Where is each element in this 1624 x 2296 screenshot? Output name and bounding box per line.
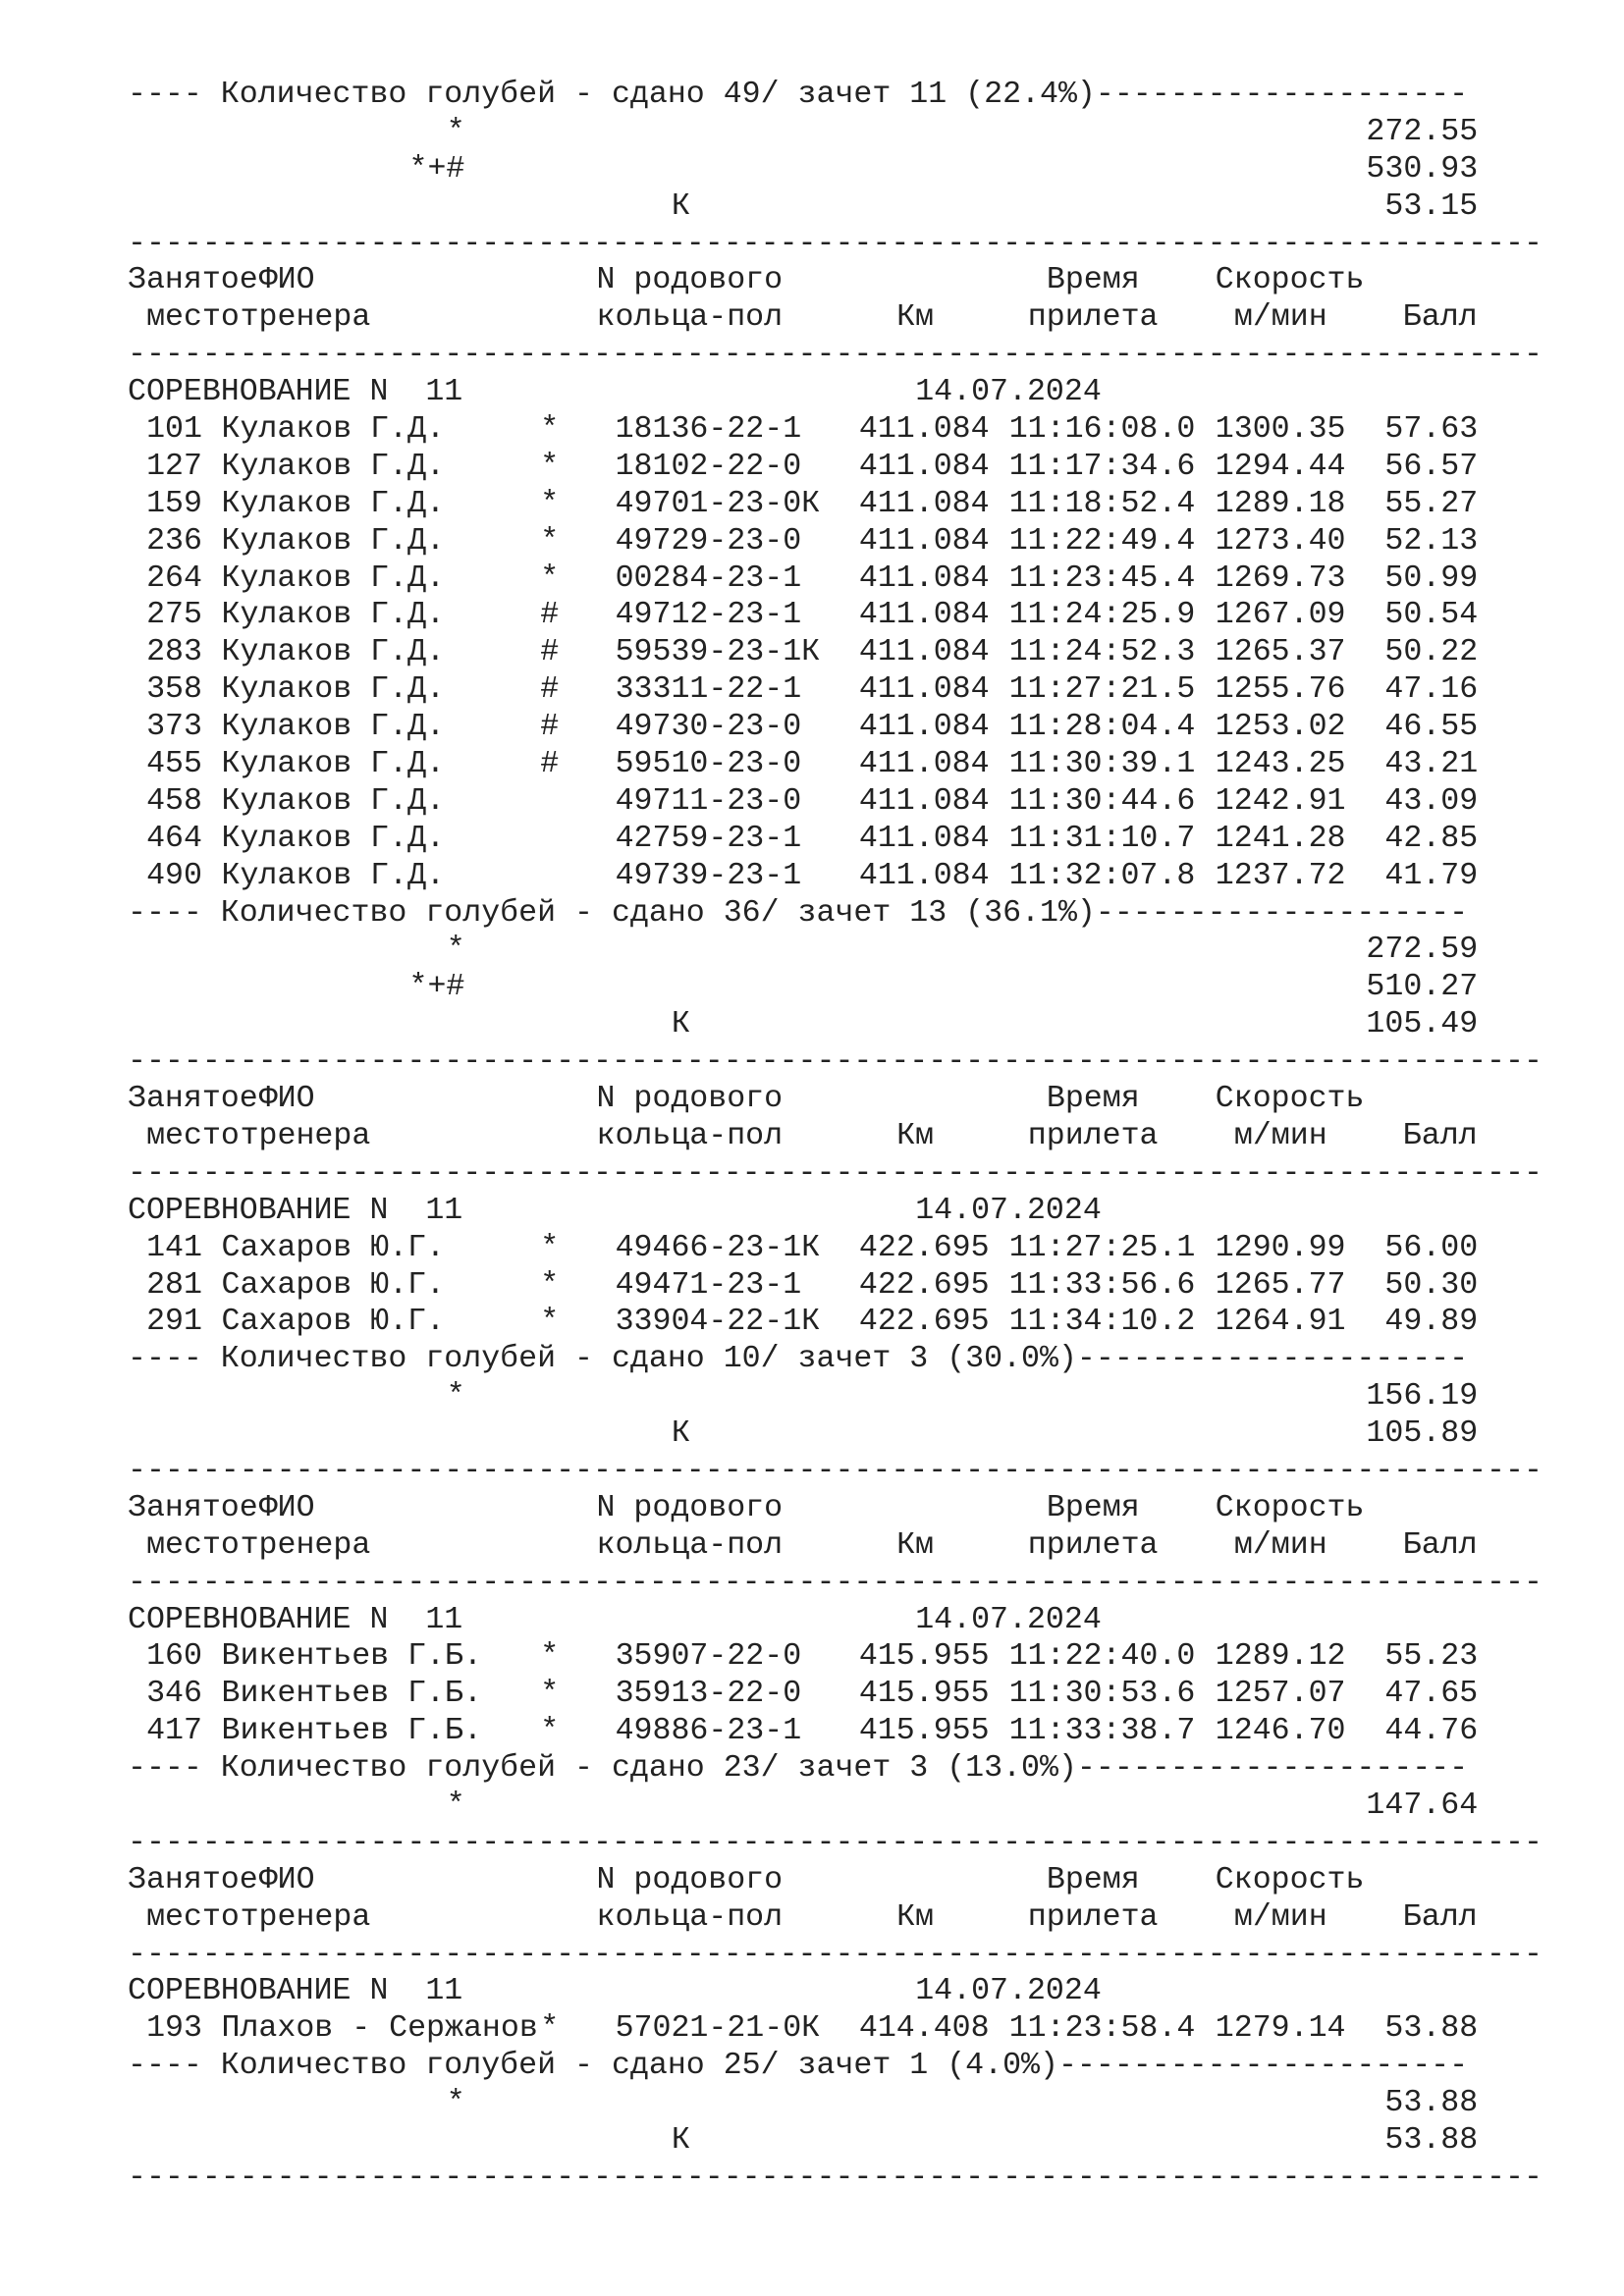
place-cell: 291 xyxy=(146,1305,202,1340)
column-header-row-1 xyxy=(128,262,1551,299)
place-cell: 283 xyxy=(146,635,202,670)
place-cell: 264 xyxy=(146,561,202,596)
competition-label: СОРЕВНОВАНИЕ N 11 xyxy=(128,1193,463,1228)
separator-line: ---------------------------------------------------------------------------- xyxy=(128,1453,1543,1488)
speed-cell: 1289.18 xyxy=(1215,486,1346,521)
flag-cell: * xyxy=(540,449,560,484)
score-cell: 49.89 xyxy=(1384,1305,1479,1340)
header-place-2: место xyxy=(146,1118,240,1153)
flag-cell: * xyxy=(540,1267,560,1303)
arrival-time-cell: 11:23:58.4 xyxy=(1008,2011,1196,2047)
ring-number-cell: 33904-22-1К xyxy=(615,1305,821,1340)
header-ring: N родового xyxy=(596,263,784,298)
header-speed: Скорость xyxy=(1215,1082,1365,1117)
ring-number-cell: 49712-23-1 xyxy=(615,598,802,633)
ring-number-cell: 49739-23-1 xyxy=(615,858,802,893)
distance-km-cell: 414.408 xyxy=(858,2011,990,2047)
total-line xyxy=(128,1006,1551,1043)
distance-km-cell: 411.084 xyxy=(858,449,990,484)
speed-cell: 1246.70 xyxy=(1215,1714,1346,1749)
ring-number-cell: 35913-22-0 xyxy=(615,1677,802,1712)
total-mark: *+# xyxy=(408,970,465,1005)
table-row xyxy=(128,858,1551,895)
distance-km-cell: 411.084 xyxy=(858,598,990,633)
table-row xyxy=(128,1267,1551,1305)
score-cell: 56.57 xyxy=(1384,449,1479,484)
total-line xyxy=(128,932,1551,969)
total-line xyxy=(128,969,1551,1006)
score-cell: 55.27 xyxy=(1384,486,1479,521)
header-km: Км xyxy=(896,1118,935,1153)
table-row xyxy=(128,523,1551,561)
speed-cell: 1264.91 xyxy=(1215,1305,1346,1340)
speed-cell: 1269.73 xyxy=(1215,561,1346,596)
place-cell: 417 xyxy=(146,1714,202,1749)
header-name-2: тренера xyxy=(240,1527,371,1563)
header-place: Занятое xyxy=(128,1082,258,1117)
arrival-time-cell: 11:22:40.0 xyxy=(1008,1639,1196,1675)
trainer-name-cell: Сахаров Ю.Г. xyxy=(221,1230,446,1265)
speed-cell: 1241.28 xyxy=(1215,821,1346,856)
competition-date: 14.07.2024 xyxy=(915,1193,1102,1228)
total-value: 53.15 xyxy=(1384,188,1479,224)
header-speed-2: м/мин xyxy=(1233,1118,1327,1153)
place-cell: 141 xyxy=(146,1230,202,1265)
pigeon-count-summary xyxy=(128,1750,1551,1788)
pigeon-count-summary xyxy=(128,1341,1551,1378)
total-line xyxy=(128,2122,1551,2160)
distance-km-cell: 411.084 xyxy=(858,783,990,819)
speed-cell: 1265.77 xyxy=(1215,1267,1346,1303)
flag-cell: * xyxy=(540,2011,560,2047)
trainer-name-cell: Кулаков Г.Д. xyxy=(221,672,446,708)
trainer-name-cell: Кулаков Г.Д. xyxy=(221,486,446,521)
arrival-time-cell: 11:17:34.6 xyxy=(1008,449,1196,484)
score-cell: 57.63 xyxy=(1384,412,1479,448)
ring-number-cell: 42759-23-1 xyxy=(615,821,802,856)
header-km: Км xyxy=(896,300,935,336)
separator-line: ---------------------------------------------------------------------------- xyxy=(128,338,1543,373)
table-row xyxy=(128,1230,1551,1267)
flag-cell: # xyxy=(540,672,560,708)
ring-number-cell: 49730-23-0 xyxy=(615,710,802,745)
header-place-2: место xyxy=(146,300,240,336)
speed-cell: 1237.72 xyxy=(1215,858,1346,893)
table-row xyxy=(128,783,1551,821)
distance-km-cell: 411.084 xyxy=(858,561,990,596)
separator-line: ---------------------------------------------------------------------------- xyxy=(128,1565,1543,1600)
place-cell: 346 xyxy=(146,1677,202,1712)
place-cell: 275 xyxy=(146,598,202,633)
speed-cell: 1267.09 xyxy=(1215,598,1346,633)
total-value: 105.49 xyxy=(1366,1007,1479,1042)
header-time-2: прилета xyxy=(1027,1118,1159,1153)
header-score: Балл xyxy=(1402,1899,1478,1935)
table-row xyxy=(128,1713,1551,1750)
distance-km-cell: 422.695 xyxy=(858,1305,990,1340)
place-cell: 373 xyxy=(146,710,202,745)
header-speed-2: м/мин xyxy=(1233,1899,1327,1935)
total-line xyxy=(128,188,1551,226)
table-row xyxy=(128,709,1551,746)
distance-km-cell: 411.084 xyxy=(858,486,990,521)
header-time-2: прилета xyxy=(1027,1899,1159,1935)
header-name-2: тренера xyxy=(240,1118,371,1153)
total-value: 272.55 xyxy=(1366,114,1479,149)
arrival-time-cell: 11:24:52.3 xyxy=(1008,635,1196,670)
table-row xyxy=(128,561,1551,598)
trainer-name-cell: Сахаров Ю.Г. xyxy=(221,1305,446,1340)
score-cell: 47.65 xyxy=(1384,1677,1479,1712)
pigeon-count-summary xyxy=(128,77,1551,114)
table-row xyxy=(128,746,1551,783)
flag-cell: * xyxy=(540,486,560,521)
ring-number-cell: 59510-23-0 xyxy=(615,747,802,782)
flag-cell: * xyxy=(540,1230,560,1265)
total-value: 510.27 xyxy=(1366,970,1479,1005)
header-name: ФИО xyxy=(258,1862,315,1897)
place-cell: 236 xyxy=(146,523,202,559)
place-cell: 159 xyxy=(146,486,202,521)
header-ring-2: кольца-пол xyxy=(596,1899,784,1935)
score-cell: 50.22 xyxy=(1384,635,1479,670)
separator-line: ---------------------------------------------------------------------------- xyxy=(128,2160,1543,2195)
trainer-name-cell: Кулаков Г.Д. xyxy=(221,412,446,448)
flag-cell: * xyxy=(540,1677,560,1712)
total-value: 53.88 xyxy=(1384,2122,1479,2158)
ring-number-cell: 35907-22-0 xyxy=(615,1639,802,1675)
table-row xyxy=(128,1304,1551,1341)
score-cell: 50.54 xyxy=(1384,598,1479,633)
total-mark: К xyxy=(671,1416,690,1452)
trainer-name-cell: Кулаков Г.Д. xyxy=(221,821,446,856)
arrival-time-cell: 11:18:52.4 xyxy=(1008,486,1196,521)
ring-number-cell: 18136-22-1 xyxy=(615,412,802,448)
place-cell: 101 xyxy=(146,412,202,448)
distance-km-cell: 411.084 xyxy=(858,710,990,745)
arrival-time-cell: 11:23:45.4 xyxy=(1008,561,1196,596)
trainer-name-cell: Кулаков Г.Д. xyxy=(221,858,446,893)
score-cell: 52.13 xyxy=(1384,523,1479,559)
table-row xyxy=(128,821,1551,858)
flag-cell: * xyxy=(540,561,560,596)
competition-date: 14.07.2024 xyxy=(915,1602,1102,1637)
competition-date: 14.07.2024 xyxy=(915,375,1102,410)
score-cell: 44.76 xyxy=(1384,1714,1479,1749)
table-row xyxy=(128,1638,1551,1676)
place-cell: 458 xyxy=(146,783,202,819)
flag-cell: * xyxy=(540,412,560,448)
score-cell: 41.79 xyxy=(1384,858,1479,893)
place-cell: 193 xyxy=(146,2011,202,2047)
column-header-row-2 xyxy=(128,1118,1551,1155)
distance-km-cell: 422.695 xyxy=(858,1230,990,1265)
total-value: 147.64 xyxy=(1366,1788,1479,1823)
place-cell: 455 xyxy=(146,747,202,782)
total-mark: * xyxy=(446,2086,465,2121)
table-row xyxy=(128,449,1551,486)
header-place: Занятое xyxy=(128,1862,258,1897)
score-cell: 55.23 xyxy=(1384,1639,1479,1675)
header-ring: N родового xyxy=(596,1082,784,1117)
header-place-2: место xyxy=(146,1527,240,1563)
total-line xyxy=(128,114,1551,151)
total-line xyxy=(128,2085,1551,2122)
ring-number-cell: 57021-21-0К xyxy=(615,2011,821,2047)
column-header-row-1 xyxy=(128,1862,1551,1899)
total-mark: * xyxy=(446,1379,465,1415)
table-row xyxy=(128,2010,1551,2048)
ring-number-cell: 49886-23-1 xyxy=(615,1714,802,1749)
speed-cell: 1273.40 xyxy=(1215,523,1346,559)
arrival-time-cell: 11:30:39.1 xyxy=(1008,747,1196,782)
competition-line xyxy=(128,374,1551,411)
total-mark: * xyxy=(446,114,465,149)
trainer-name-cell: Викентьев Г.Б. xyxy=(221,1639,482,1675)
ring-number-cell: 49711-23-0 xyxy=(615,783,802,819)
score-cell: 46.55 xyxy=(1384,710,1479,745)
ring-number-cell: 49466-23-1К xyxy=(615,1230,821,1265)
separator-line: ---------------------------------------------------------------------------- xyxy=(128,1937,1543,1972)
table-row xyxy=(128,1676,1551,1713)
header-ring-2: кольца-пол xyxy=(596,1118,784,1153)
distance-km-cell: 411.084 xyxy=(858,672,990,708)
separator-line: ---------------------------------------------------------------------------- xyxy=(128,1155,1543,1191)
total-value: 53.88 xyxy=(1384,2086,1479,2121)
header-speed: Скорость xyxy=(1215,1862,1365,1897)
speed-cell: 1294.44 xyxy=(1215,449,1346,484)
trainer-name-cell: Кулаков Г.Д. xyxy=(221,598,446,633)
competition-line xyxy=(128,1602,1551,1639)
speed-cell: 1242.91 xyxy=(1215,783,1346,819)
total-line xyxy=(128,1415,1551,1453)
trainer-name-cell: Кулаков Г.Д. xyxy=(221,561,446,596)
trainer-name-cell: Викентьев Г.Б. xyxy=(221,1677,482,1712)
summary-text: ---- Количество голубей - сдано 23/ зачет 3 (13.0%)--------------------- xyxy=(128,1751,1469,1787)
arrival-time-cell: 11:27:21.5 xyxy=(1008,672,1196,708)
arrival-time-cell: 11:30:44.6 xyxy=(1008,783,1196,819)
results-document xyxy=(128,77,1551,2197)
separator-line: ---------------------------------------------------------------------------- xyxy=(128,1825,1543,1860)
column-header-row-2 xyxy=(128,1527,1551,1565)
flag-cell: # xyxy=(540,635,560,670)
pigeon-count-summary xyxy=(128,2048,1551,2085)
separator-line: ---------------------------------------------------------------------------- xyxy=(128,226,1543,261)
trainer-name-cell: Кулаков Г.Д. xyxy=(221,449,446,484)
total-value: 105.89 xyxy=(1366,1416,1479,1452)
header-time-2: прилета xyxy=(1027,1527,1159,1563)
place-cell: 281 xyxy=(146,1267,202,1303)
flag-cell: * xyxy=(540,523,560,559)
distance-km-cell: 411.084 xyxy=(858,523,990,559)
ring-number-cell: 49471-23-1 xyxy=(615,1267,802,1303)
speed-cell: 1255.76 xyxy=(1215,672,1346,708)
place-cell: 490 xyxy=(146,858,202,893)
score-cell: 53.88 xyxy=(1384,2011,1479,2047)
table-row xyxy=(128,634,1551,671)
header-place: Занятое xyxy=(128,263,258,298)
header-score: Балл xyxy=(1402,1527,1478,1563)
competition-line xyxy=(128,1193,1551,1230)
speed-cell: 1279.14 xyxy=(1215,2011,1346,2047)
total-line xyxy=(128,1378,1551,1415)
header-ring-2: кольца-пол xyxy=(596,1527,784,1563)
ring-number-cell: 00284-23-1 xyxy=(615,561,802,596)
header-name: ФИО xyxy=(258,263,315,298)
header-speed-2: м/мин xyxy=(1233,300,1327,336)
arrival-time-cell: 11:31:10.7 xyxy=(1008,821,1196,856)
ring-number-cell: 33311-22-1 xyxy=(615,672,802,708)
arrival-time-cell: 11:27:25.1 xyxy=(1008,1230,1196,1265)
trainer-name-cell: Викентьев Г.Б. xyxy=(221,1714,482,1749)
distance-km-cell: 415.955 xyxy=(858,1677,990,1712)
summary-text: ---- Количество голубей - сдано 49/ зачет 11 (22.4%)-------------------- xyxy=(128,78,1469,112)
competition-label: СОРЕВНОВАНИЕ N 11 xyxy=(128,375,463,410)
arrival-time-cell: 11:28:04.4 xyxy=(1008,710,1196,745)
distance-km-cell: 411.084 xyxy=(858,747,990,782)
trainer-name-cell: Кулаков Г.Д. xyxy=(221,523,446,559)
competition-label: СОРЕВНОВАНИЕ N 11 xyxy=(128,1974,463,2009)
distance-km-cell: 415.955 xyxy=(858,1639,990,1675)
place-cell: 464 xyxy=(146,821,202,856)
arrival-time-cell: 11:24:25.9 xyxy=(1008,598,1196,633)
table-row xyxy=(128,671,1551,709)
column-header-row-1 xyxy=(128,1081,1551,1118)
table-row xyxy=(128,486,1551,523)
header-name-2: тренера xyxy=(240,300,371,336)
total-mark: К xyxy=(671,1007,690,1042)
header-speed-2: м/мин xyxy=(1233,1527,1327,1563)
speed-cell: 1300.35 xyxy=(1215,412,1346,448)
total-value: 530.93 xyxy=(1366,151,1479,187)
distance-km-cell: 411.084 xyxy=(858,635,990,670)
speed-cell: 1257.07 xyxy=(1215,1677,1346,1712)
flag-cell: * xyxy=(540,1639,560,1675)
total-mark: К xyxy=(671,2122,690,2158)
competition-date: 14.07.2024 xyxy=(915,1974,1102,2009)
ring-number-cell: 49701-23-0К xyxy=(615,486,821,521)
flag-cell: # xyxy=(540,747,560,782)
competition-line xyxy=(128,1973,1551,2010)
total-mark: К xyxy=(671,188,690,224)
header-ring: N родового xyxy=(596,1862,784,1897)
trainer-name-cell: Кулаков Г.Д. xyxy=(221,710,446,745)
arrival-time-cell: 11:22:49.4 xyxy=(1008,523,1196,559)
distance-km-cell: 411.084 xyxy=(858,858,990,893)
header-time: Время xyxy=(1046,263,1140,298)
place-cell: 358 xyxy=(146,672,202,708)
score-cell: 43.09 xyxy=(1384,783,1479,819)
header-ring-2: кольца-пол xyxy=(596,300,784,336)
distance-km-cell: 411.084 xyxy=(858,412,990,448)
separator-line: ---------------------------------------------------------------------------- xyxy=(128,1044,1543,1080)
speed-cell: 1265.37 xyxy=(1215,635,1346,670)
header-km: Км xyxy=(896,1527,935,1563)
distance-km-cell: 411.084 xyxy=(858,821,990,856)
speed-cell: 1289.12 xyxy=(1215,1639,1346,1675)
ring-number-cell: 18102-22-0 xyxy=(615,449,802,484)
distance-km-cell: 422.695 xyxy=(858,1267,990,1303)
summary-text: ---- Количество голубей - сдано 25/ зачет 1 (4.0%)---------------------- xyxy=(128,2049,1469,2084)
header-ring: N родового xyxy=(596,1490,784,1525)
speed-cell: 1253.02 xyxy=(1215,710,1346,745)
total-line xyxy=(128,1788,1551,1825)
total-mark: *+# xyxy=(408,151,465,187)
header-time-2: прилета xyxy=(1027,300,1159,336)
summary-text: ---- Количество голубей - сдано 10/ зачет 3 (30.0%)--------------------- xyxy=(128,1342,1469,1377)
header-speed: Скорость xyxy=(1215,1490,1365,1525)
place-cell: 160 xyxy=(146,1639,202,1675)
trainer-name-cell: Кулаков Г.Д. xyxy=(221,783,446,819)
trainer-name-cell: Плахов - Сержанов xyxy=(221,2011,538,2047)
competition-label: СОРЕВНОВАНИЕ N 11 xyxy=(128,1602,463,1637)
score-cell: 56.00 xyxy=(1384,1230,1479,1265)
header-km: Км xyxy=(896,1899,935,1935)
header-speed: Скорость xyxy=(1215,263,1365,298)
header-place: Занятое xyxy=(128,1490,258,1525)
score-cell: 47.16 xyxy=(1384,672,1479,708)
total-mark: * xyxy=(446,933,465,968)
header-time: Время xyxy=(1046,1082,1140,1117)
ring-number-cell: 49729-23-0 xyxy=(615,523,802,559)
arrival-time-cell: 11:16:08.0 xyxy=(1008,412,1196,448)
total-mark: * xyxy=(446,1788,465,1823)
arrival-time-cell: 11:33:38.7 xyxy=(1008,1714,1196,1749)
column-header-row-1 xyxy=(128,1490,1551,1527)
score-cell: 43.21 xyxy=(1384,747,1479,782)
header-time: Время xyxy=(1046,1862,1140,1897)
header-name: ФИО xyxy=(258,1082,315,1117)
arrival-time-cell: 11:33:56.6 xyxy=(1008,1267,1196,1303)
table-row xyxy=(128,597,1551,634)
flag-cell: * xyxy=(540,1714,560,1749)
total-value: 156.19 xyxy=(1366,1379,1479,1415)
trainer-name-cell: Сахаров Ю.Г. xyxy=(221,1267,446,1303)
speed-cell: 1290.99 xyxy=(1215,1230,1346,1265)
arrival-time-cell: 11:32:07.8 xyxy=(1008,858,1196,893)
header-place-2: место xyxy=(146,1899,240,1935)
score-cell: 50.99 xyxy=(1384,561,1479,596)
header-name-2: тренера xyxy=(240,1899,371,1935)
trainer-name-cell: Кулаков Г.Д. xyxy=(221,635,446,670)
header-name: ФИО xyxy=(258,1490,315,1525)
total-line xyxy=(128,151,1551,188)
total-value: 272.59 xyxy=(1366,933,1479,968)
place-cell: 127 xyxy=(146,449,202,484)
header-score: Балл xyxy=(1402,300,1478,336)
pigeon-count-summary xyxy=(128,895,1551,933)
summary-text: ---- Количество голубей - сдано 36/ зачет 13 (36.1%)-------------------- xyxy=(128,895,1469,931)
speed-cell: 1243.25 xyxy=(1215,747,1346,782)
flag-cell: # xyxy=(540,710,560,745)
flag-cell: * xyxy=(540,1305,560,1340)
header-time: Время xyxy=(1046,1490,1140,1525)
header-score: Балл xyxy=(1402,1118,1478,1153)
table-row xyxy=(128,411,1551,449)
ring-number-cell: 59539-23-1К xyxy=(615,635,821,670)
score-cell: 42.85 xyxy=(1384,821,1479,856)
column-header-row-2 xyxy=(128,299,1551,337)
column-header-row-2 xyxy=(128,1899,1551,1937)
trainer-name-cell: Кулаков Г.Д. xyxy=(221,747,446,782)
score-cell: 50.30 xyxy=(1384,1267,1479,1303)
arrival-time-cell: 11:30:53.6 xyxy=(1008,1677,1196,1712)
distance-km-cell: 415.955 xyxy=(858,1714,990,1749)
arrival-time-cell: 11:34:10.2 xyxy=(1008,1305,1196,1340)
flag-cell: # xyxy=(540,598,560,633)
